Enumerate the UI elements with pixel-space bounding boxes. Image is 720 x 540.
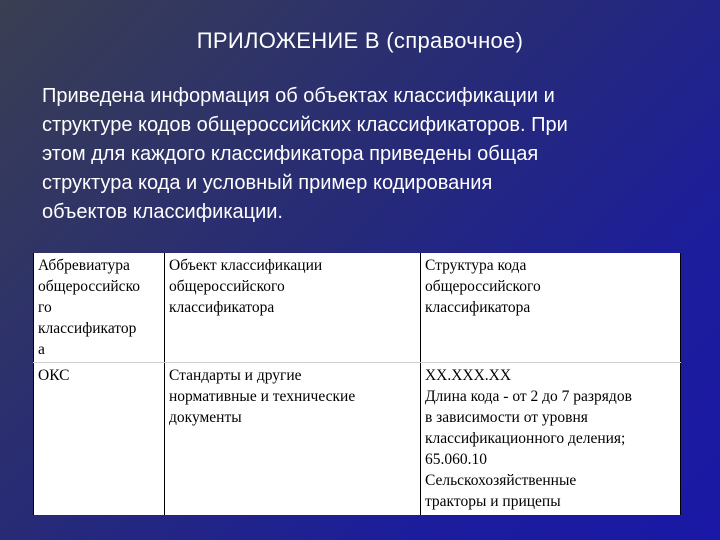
table-header-row [34,253,681,363]
header-text: общероссийского [424,278,541,295]
intro-paragraph [42,82,692,227]
header-text: го [38,299,52,316]
cell-abbreviation [34,363,165,516]
classifier-table [33,253,681,515]
cell-text: Стандарты и другие [169,367,302,384]
header-text: а [38,341,45,358]
header-abbreviation [34,253,165,363]
cell-code-structure [420,363,680,516]
cell-text: классификационного деления; [424,430,626,447]
cell-text: 65.060.10 [424,451,487,468]
header-text: общероссийского [169,278,285,295]
header-text: Структура кода [424,257,527,274]
header-text: общероссийско [38,278,141,295]
cell-text: тракторы и прицепы [424,493,561,510]
cell-text: в зависимости от уровня [424,409,588,426]
cell-text: Сельскохозяйственные [424,472,577,489]
cell-text: Длина кода - от 2 до 7 разрядов [424,388,632,405]
cell-text: документы [169,409,242,426]
table-row [34,363,681,516]
intro-line: структура кода и условный пример кодирования [42,172,493,194]
intro-line: структуре кодов общероссийских классификаторов. При [42,114,568,136]
intro-line: этом для каждого классификатора приведены общая [42,143,539,165]
cell-object [165,363,421,516]
slide-title: ПРИЛОЖЕНИЕ В (справочное) [196,28,524,53]
header-text: классификатор [38,320,137,337]
header-text: классификатора [424,299,531,316]
header-code-structure [420,253,680,363]
cell-text: нормативные и технические [169,388,356,405]
cell-text: ОКС [38,367,70,384]
header-text: классификатора [169,299,275,316]
cell-text: XX.XXX.XX [424,367,512,384]
intro-line: объектов классификации. [42,201,283,223]
header-text: Аббревиатура [38,257,130,274]
header-object [165,253,421,363]
intro-line: Приведена информация об объектах классификации и [42,85,555,107]
header-text: Объект классификации [169,257,323,274]
